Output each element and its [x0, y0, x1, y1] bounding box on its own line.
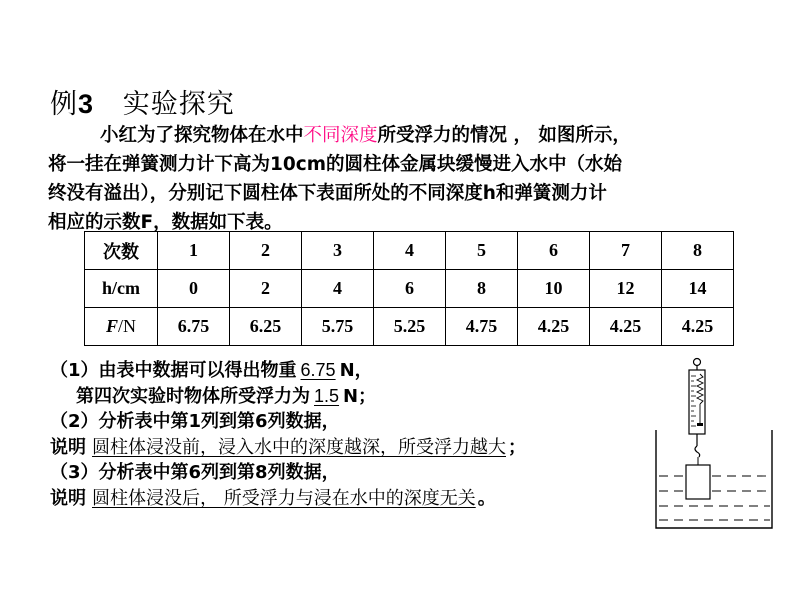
- table-cell: 0: [158, 270, 230, 308]
- question-text: （1）由表中数据可以得出物重: [50, 360, 297, 381]
- intro-line-2: 将一挂在弹簧测力计下高为10cm的圆柱体金属块缓慢进入水中（水始: [48, 154, 622, 175]
- table-cell: 4: [302, 270, 374, 308]
- table-row: [85, 308, 734, 346]
- title-number: 3: [78, 89, 95, 119]
- table-cell: 5: [446, 232, 518, 270]
- prefix-text: 说明: [50, 487, 86, 509]
- question-text: 第四次实验时物体所受浮力为: [76, 385, 310, 407]
- intro-line-1: [48, 121, 768, 150]
- question-2: （2）分析表中第1列到第6列数据，: [50, 411, 340, 432]
- answer-2-row: [50, 435, 526, 461]
- table-cell: 12: [590, 270, 662, 308]
- data-table: [84, 231, 734, 346]
- intro-text: 小红为了探究物体在水中: [100, 125, 304, 146]
- table-cell: 2: [230, 232, 302, 270]
- table-cell: 6: [374, 270, 446, 308]
- punct-text: 。: [477, 487, 496, 509]
- answer-value: 1.5: [314, 385, 340, 406]
- intro-line-3: 终没有溢出），分别记下圆柱体下表面所处的不同深度h和弹簧测力计: [48, 183, 607, 204]
- table-cell: 14: [662, 270, 734, 308]
- table-cell: 6: [518, 232, 590, 270]
- table-cell: 6.25: [230, 308, 302, 346]
- spring-scale-beaker-icon: [650, 350, 780, 530]
- question-1: [50, 358, 526, 384]
- table-cell: 8: [446, 270, 518, 308]
- answer-2: 圆柱体浸没前，浸入水中的深度越深，所受浮力越大: [92, 436, 506, 458]
- answer-1b: [310, 384, 343, 410]
- table-cell: 4.25: [518, 308, 590, 346]
- punct-text: ；: [508, 436, 526, 458]
- table-cell: 4: [374, 232, 446, 270]
- problem-title: [50, 82, 235, 121]
- prefix-text: 说明: [50, 436, 86, 458]
- row-label: 次数: [85, 232, 158, 270]
- table-cell: 4.25: [662, 308, 734, 346]
- table-cell: 10: [518, 270, 590, 308]
- table-cell: 5.25: [374, 308, 446, 346]
- table-cell: 4.75: [446, 308, 518, 346]
- label-italic: F: [105, 316, 118, 336]
- answer-3: 圆柱体浸没后， 所受浮力与浸在水中的深度无关: [92, 487, 476, 509]
- title-prefix: 例: [50, 89, 78, 120]
- table-row: [85, 270, 734, 308]
- label-rest: /N: [118, 316, 136, 336]
- table-cell: 7: [590, 232, 662, 270]
- title-text: 实验探究: [122, 89, 235, 120]
- questions-block: [50, 358, 526, 511]
- table-cell: 4.25: [590, 308, 662, 346]
- table-cell: 6.75: [158, 308, 230, 346]
- table-cell: 1: [158, 232, 230, 270]
- question-3: （3）分析表中第6列到第8列数据，: [50, 462, 340, 483]
- row-label: h/cm: [85, 270, 158, 308]
- row-label: [85, 308, 158, 346]
- unit-text: N；: [343, 385, 377, 407]
- answer-3-row: [50, 486, 526, 512]
- table-cell: 8: [662, 232, 734, 270]
- table-row: [85, 232, 734, 270]
- intro-paragraph: [48, 121, 768, 237]
- unit-text: N，: [339, 360, 373, 381]
- answer-1: [297, 358, 340, 384]
- highlight-text: 不同深度: [303, 125, 378, 146]
- intro-text: 所受浮力的情况 ， 如图所示，: [377, 125, 631, 146]
- intro-line-4: 相应的示数F，数据如下表。: [48, 212, 283, 233]
- table-cell: 5.75: [302, 308, 374, 346]
- table-cell: 2: [230, 270, 302, 308]
- question-1b: [50, 384, 526, 410]
- answer-value: 6.75: [300, 360, 336, 380]
- table-cell: 3: [302, 232, 374, 270]
